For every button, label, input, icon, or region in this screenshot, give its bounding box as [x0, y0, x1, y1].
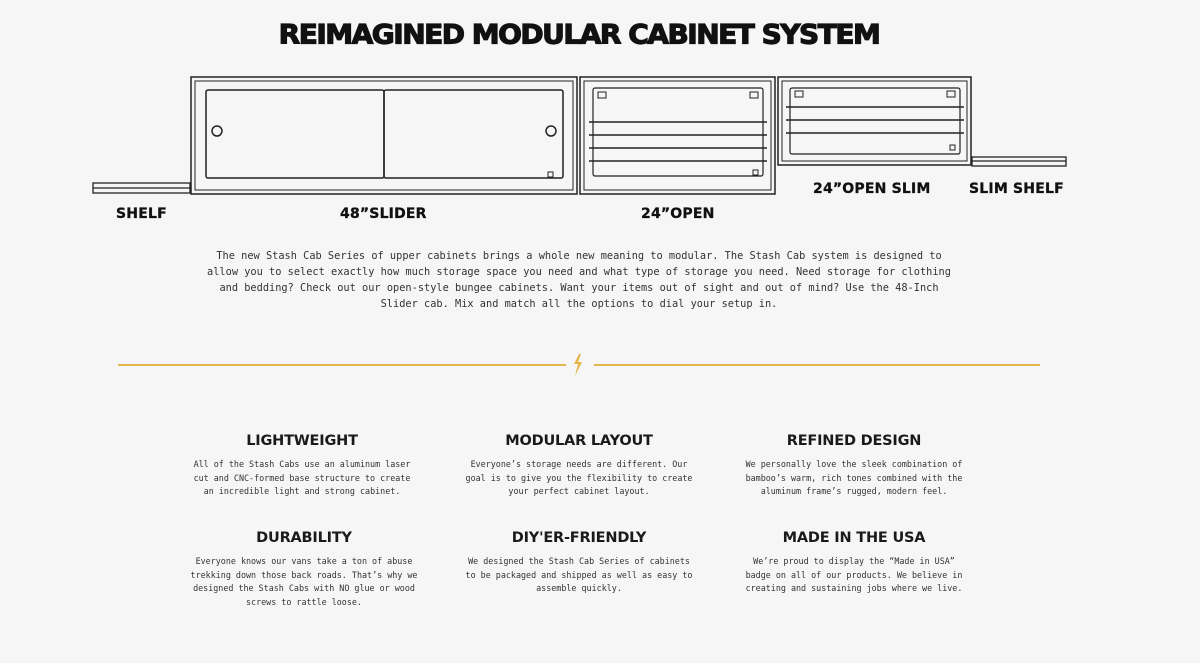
feature-modular-layout — [464, 433, 694, 499]
open-slim-24-drawing — [778, 77, 971, 165]
feature-lightweight — [187, 433, 417, 499]
section-divider — [118, 353, 1040, 377]
label-shelf: SHELF — [116, 206, 167, 222]
shelf-drawing — [93, 183, 190, 193]
feature-text: We’re proud to display the “Made in USA” badge on all of our products. We believe in creating and sustaining jobs where we live. — [745, 556, 963, 594]
slider-48-drawing — [191, 77, 577, 194]
label-slider-48: 48”SLIDER — [340, 206, 427, 222]
feature-text: Everyone knows our vans take a ton of abuse trekking down those back roads. That’s why we designed the Stash Cabs with NO glue or wood screws to rattle loose. — [190, 556, 418, 607]
slim-shelf-drawing — [972, 157, 1066, 166]
feature-durability — [189, 530, 419, 609]
cabinet-system-illustration — [0, 60, 1200, 200]
open-24-drawing — [580, 77, 775, 194]
label-open-slim-24: 24”OPEN SLIM — [813, 181, 931, 197]
feature-text: Everyone’s storage needs are different. Our goal is to give you the flexibility to create your perfect cabinet layout. — [465, 459, 693, 497]
page-title: REIMAGINED MODULAR CABINET SYSTEM — [278, 18, 880, 51]
feature-title: REFINED DESIGN — [786, 433, 922, 449]
feature-title: DIY'ER-FRIENDLY — [511, 530, 647, 546]
feature-diyer-friendly — [464, 530, 694, 596]
feature-title: DURABILITY — [256, 530, 352, 546]
feature-text: We personally love the sleek combination of bamboo’s warm, rich tones combined with the aluminum frame’s rugged, modern feel. — [745, 459, 963, 497]
feature-title: LIGHTWEIGHT — [246, 433, 358, 449]
feature-title: MODULAR LAYOUT — [505, 433, 653, 449]
intro-paragraph: The new Stash Cab Series of upper cabinets brings a whole new meaning to modular. The Stash Cab system is designed to allow you to select exactly how much storage space you need and what type of storage you need. Need storage for clothing and bedding? Check out our open-style bungee cabinets. Want your items out of sight and out of mind? Use the 48-Inch Slider cab. Mix and match all the options to dial your setup in. — [207, 250, 951, 310]
feature-text: We designed the Stash Cab Series of cabinets to be packaged and shipped as well as easy to assemble quickly. — [465, 556, 693, 594]
feature-text: All of the Stash Cabs use an aluminum laser cut and CNC-formed base structure to create an incredible light and strong cabinet. — [193, 459, 411, 497]
label-open-24: 24”OPEN — [641, 206, 715, 222]
divider-line-left — [118, 364, 566, 366]
feature-title: MADE IN THE USA — [782, 530, 926, 546]
divider-line-right — [594, 364, 1040, 366]
feature-refined-design — [739, 433, 969, 499]
label-slim-shelf: SLIM SHELF — [969, 181, 1064, 197]
lightning-bolt-icon — [570, 353, 586, 377]
feature-made-in-usa — [739, 530, 969, 596]
